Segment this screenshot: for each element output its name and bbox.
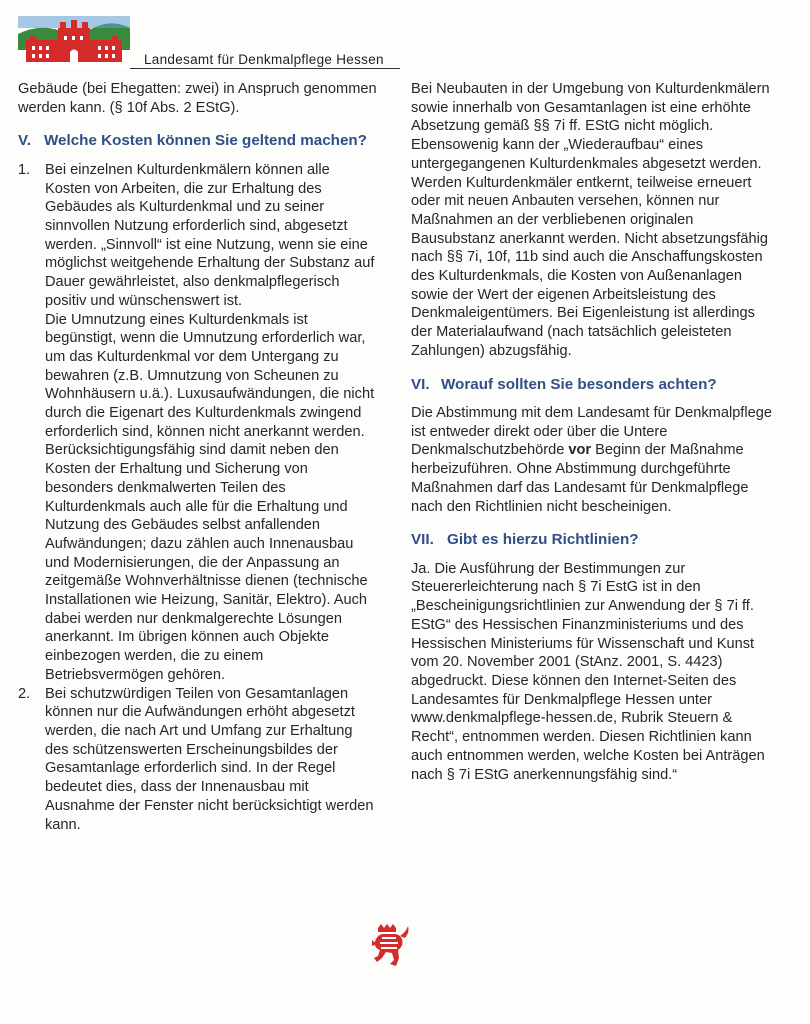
list-item-2 [18,685,378,835]
section-vii-paragraph: Ja. Die Ausführung der Bestimmungen zur Steuererleichterung nach § 7i EstG ist in den „Bescheinigungsrichtlinien zur Anwendung der § 7i ff. EStG“ des Hessischen Finanzministeriums und des Hessischen Ministeriums für Wissenschaft und Kunst vom 20. November 2001 (StAnz. 2001, S. 4423) abgedruckt. Diese können den Internet-Seiten des Landesamtes für Denkmalpflege Hessen unter www.denkmalpflege-hessen.de, Rubrik Steuern & Recht“, entnommen werden. Diesen Richtlinien kann auch entnommen werden, welche Kosten bei Anträgen nach § 7i EStG anerkennungsfähig sind.“ [411,560,765,783]
section-vi-paragraph [411,404,775,516]
section-vi-emphasis: vor [568,442,592,459]
list-item-1-marker: 1. [18,161,31,178]
section-vi-text-end: Beginn der Maßnahme herbeizuführen. Ohne Abstimmung durchgeführte Maßnahmen darf das Landesamt für Denkmalpflege nach den Richtlinien nicht bescheinigen. [411,442,749,515]
page-header [18,8,398,78]
right-column [411,80,775,784]
list-item-2-paragraph-1: Bei schutzwürdigen Teilen von Gesamtanlagen können nur die Aufwändungen erhöht abgesetzt werden, die nach Art und Umfang zur Erhaltung des schützenswerten Erscheinungsbildes der Gesamtanlage erforderlich sind. In der Regel bedeutet dies, dass der Innenausbau mit Ausnahme der Fenster nicht berücksichtigt werden kann. [45,685,374,833]
section-v-title: Welche Kosten können Sie geltend machen? [44,132,367,150]
list-item-1-paragraph-2: Die Umnutzung eines Kulturdenkmals ist begünstigt, wenn die Umnutzung erforderlich war, um das Kulturdenkmal vor dem Untergang zu bewahren (z.B. Umnutzung von Scheunen zu Wohnhäusern u.ä.). Luxusaufwändungen, die nicht durch die Eigenart des Kulturdenkmals zwingend erforderlich sind, können nicht anerkannt werden. Berücksichtigungsfähig sind damit neben den Kosten der Erhaltung und Sicherung von besonders denkmalwerten Teilen des Kulturdenkmals auch alle für die Erhaltung und Nutzung des Gebäudes selbst anfallenden Aufwändungen; dazu zählen auch Innenausbau und Modernisierungen, die der Anpassung an zeitgemäße Wohnverhältnisse dienen (technische Installationen wie Heizung, Sanitär, Elektro). Auch dabei werden nur denkmalgerechte Lösungen anerkannt. Im übrigen können auch Objekte einbezogen werden, die zu einem Betriebsvermögen gehören. [45,311,375,683]
castle-logo-icon [18,16,130,68]
list-item-1 [18,161,378,685]
section-vii-number: VII. [411,531,434,549]
section-vi-title: Worauf sollten Sie besonders achten? [441,375,717,393]
section-vi-heading [411,375,775,395]
intro-paragraph: Gebäude (bei Ehegatten: zwei) in Anspruch genommen werden kann. (§ 10f Abs. 2 EStG). [18,81,377,116]
section-vii-title: Gibt es hierzu Richtlinien? [447,531,639,549]
continued-paragraph-2: Werden Kulturdenkmäler entkernt, teilweise erneuert oder mit neuen Anbauten versehen, können nur Maßnahmen an der verbliebenen originalen Bausubstanz anerkannt werden. Nicht absetzungsfähig nach §§ 7i, 10f, 11b sind auch die Anschaffungskosten des Kulturdenkmals, die Kosten von Außenanlagen sowie der Wert der eigenen Arbeitsleistung des Denkmaleigentümers. Bei Eigenleistung ist allerdings der Materialaufwand (nach tatsächlich geleisteten Zahlungen) abzugsfähig. [411,174,768,359]
section-v-number: V. [18,132,31,150]
left-column [18,80,378,834]
section-vii-heading [411,530,775,550]
list-item-1-paragraph-1: Bei einzelnen Kulturdenkmälern können alle Kosten von Arbeiten, die zur Erhaltung des Gebäudes als Kulturdenkmal und zu seiner sinnvollen Nutzung erforderlich sind, abgesetzt werden. „Sinnvoll“ ist eine Nutzung, wenn sie eine möglichst weitgehende Erhaltung der Substanz auf Dauer gewährleistet, also denkmalpflegerisch positiv und wünschenswert ist. [45,161,375,309]
header-divider [130,68,400,69]
section-vi-number: VI. [411,375,430,393]
hessian-lion-emblem-icon [368,922,412,970]
list-item-2-marker: 2. [18,685,31,702]
section-vi-text-start: Die Abstimmung mit dem Landesamt für Denkmalpflege ist entweder direkt oder über die Untere Denkmalschutzbehörde [411,405,772,459]
continued-paragraph-1: Bei Neubauten in der Umgebung von Kulturdenkmälern sowie innerhalb von Gesamtanlagen ist eine erhöhte Absetzung gemäß §§ 7i ff. EStG nicht möglich. Ebensowenig kann der „Wiederaufbau“ eines untergegangenen Kulturdenkmales abgesetzt werden. [411,81,770,172]
section-v-heading [18,131,378,151]
institution-title: Landesamt für Denkmalpflege Hessen [144,52,384,67]
